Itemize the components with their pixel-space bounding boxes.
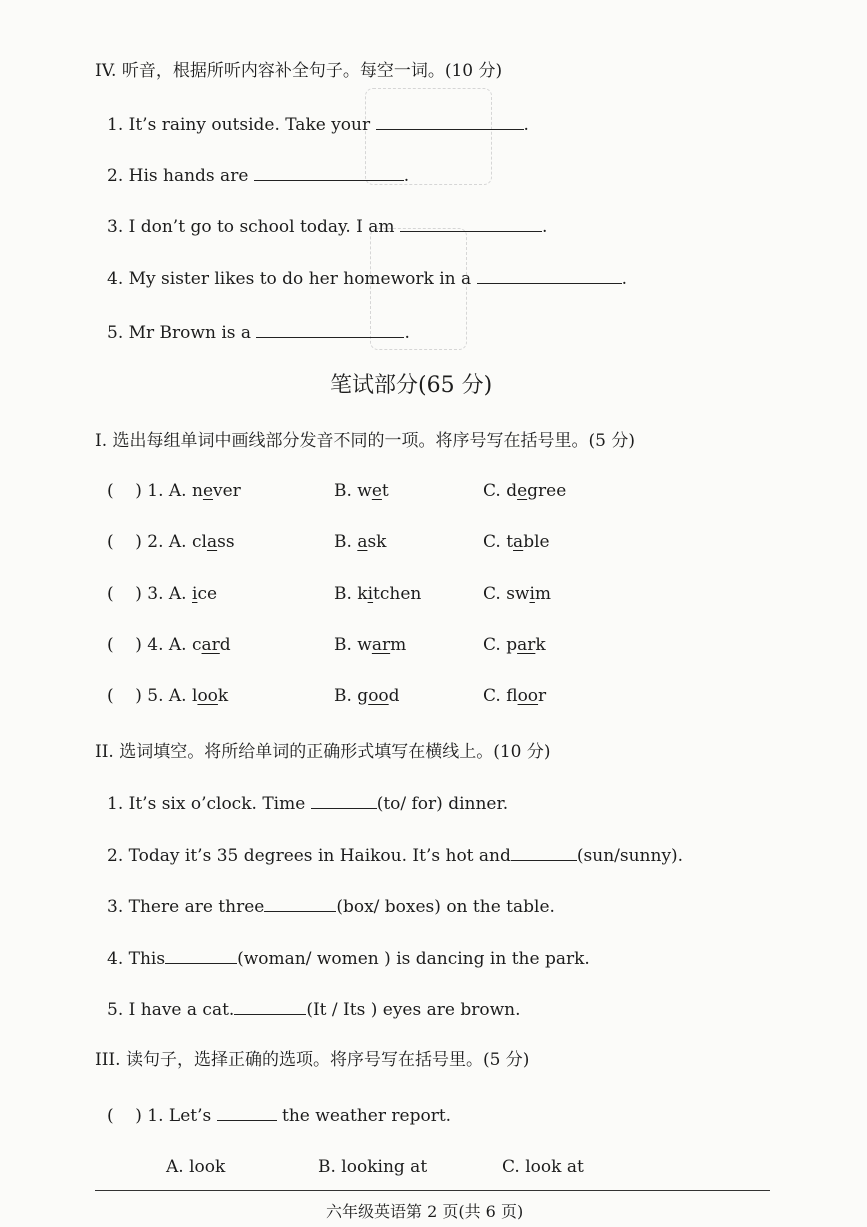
reading-option-b: B. looking at <box>318 1157 428 1177</box>
option-a: never <box>192 481 241 501</box>
listening-item-5: 5. Mr Brown is a . <box>107 319 410 343</box>
phonics-row: ( ) 3. A. ice <box>107 584 218 604</box>
listening-item-text: 4. My sister likes to do her homework in a <box>107 269 477 289</box>
answer-blank[interactable] <box>165 945 237 964</box>
listening-item-3: 3. I don’t go to school today. I am . <box>107 213 547 237</box>
answer-blank[interactable] <box>256 319 404 338</box>
fill-heading: II. 选词填空。将所给单词的正确形式填写在横线上。(10 分) <box>95 742 551 762</box>
answer-bracket[interactable]: ( <box>107 686 136 706</box>
answer-blank[interactable] <box>477 265 622 284</box>
listening-item-1: 1. It’s rainy outside. Take your . <box>107 111 529 135</box>
listening-item-text: 3. I don’t go to school today. I am <box>107 217 400 237</box>
answer-blank[interactable] <box>254 162 404 181</box>
option-a: ice <box>192 584 218 604</box>
phonics-option-b: B. warm <box>334 635 407 655</box>
option-a: class <box>192 532 235 552</box>
reading-option-a: A. look <box>166 1157 226 1177</box>
listening-item-2: 2. His hands are . <box>107 162 409 186</box>
option-a: look <box>192 686 229 706</box>
phonics-row: ( ) 2. A. class <box>107 532 235 552</box>
answer-blank[interactable] <box>217 1102 277 1121</box>
listening-item-text: 1. It’s rainy outside. Take your <box>107 115 376 135</box>
fill-item-3: 3. There are three (box/ boxes) on the table. <box>107 893 555 917</box>
phonics-option-b: B. good <box>334 686 400 706</box>
phonics-option-c: C. swim <box>483 584 552 604</box>
phonics-option-b: B. kitchen <box>334 584 422 604</box>
written-part-title: 笔试部分(65 分) <box>330 373 493 398</box>
phonics-option-c: C. table <box>483 532 550 552</box>
reading-heading: III. 读句子，选择正确的选项。将序号写在括号里。(5 分) <box>95 1050 530 1070</box>
listening-item-text: 2. His hands are <box>107 166 254 186</box>
answer-blank[interactable] <box>511 842 577 861</box>
reading-option-c: C. look at <box>502 1157 584 1177</box>
phonics-row: ( ) 4. A. card <box>107 635 231 655</box>
phonics-option-c: C. park <box>483 635 546 655</box>
answer-bracket[interactable]: ( <box>107 584 136 604</box>
page-footer: 六年级英语第 2 页(共 6 页) <box>326 1202 524 1221</box>
listening-item-text: 5. Mr Brown is a <box>107 323 257 343</box>
fill-item-1: 1. It’s six o’clock. Time (to/ for) dinner. <box>107 790 508 814</box>
option-a: card <box>192 635 231 655</box>
answer-blank[interactable] <box>311 790 377 809</box>
answer-bracket[interactable]: ( <box>107 532 136 552</box>
answer-blank[interactable] <box>400 213 542 232</box>
footer-divider <box>95 1190 770 1191</box>
answer-blank[interactable] <box>376 111 524 130</box>
listening-heading: IV. 听音，根据所听内容补全句子。每空一词。(10 分) <box>95 61 503 81</box>
phonics-option-b: B. wet <box>334 481 389 501</box>
answer-blank[interactable] <box>264 893 336 912</box>
phonics-option-c: C. floor <box>483 686 547 706</box>
phonics-row: ( ) 1. A. never <box>107 481 241 501</box>
fill-item-4: 4. This (woman/ women ) is dancing in the park. <box>107 945 590 969</box>
phonics-option-b: B. ask <box>334 532 387 552</box>
answer-blank[interactable] <box>234 996 306 1015</box>
listening-item-4: 4. My sister likes to do her homework in a . <box>107 265 627 289</box>
answer-bracket[interactable]: ( <box>107 481 136 501</box>
fill-item-2: 2. Today it’s 35 degrees in Haikou. It’s hot and (sun/sunny). <box>107 842 683 866</box>
phonics-option-c: C. degree <box>483 481 567 501</box>
answer-bracket[interactable]: ( <box>107 1106 136 1126</box>
phonics-row: ( ) 5. A. look <box>107 686 229 706</box>
answer-bracket[interactable]: ( <box>107 635 136 655</box>
fill-item-5: 5. I have a cat. (It / Its ) eyes are brown. <box>107 996 520 1020</box>
reading-question-1: ( ) 1. Let’s the weather report. <box>107 1102 451 1126</box>
phonics-heading: I. 选出每组单词中画线部分发音不同的一项。将序号写在括号里。(5 分) <box>95 431 636 451</box>
